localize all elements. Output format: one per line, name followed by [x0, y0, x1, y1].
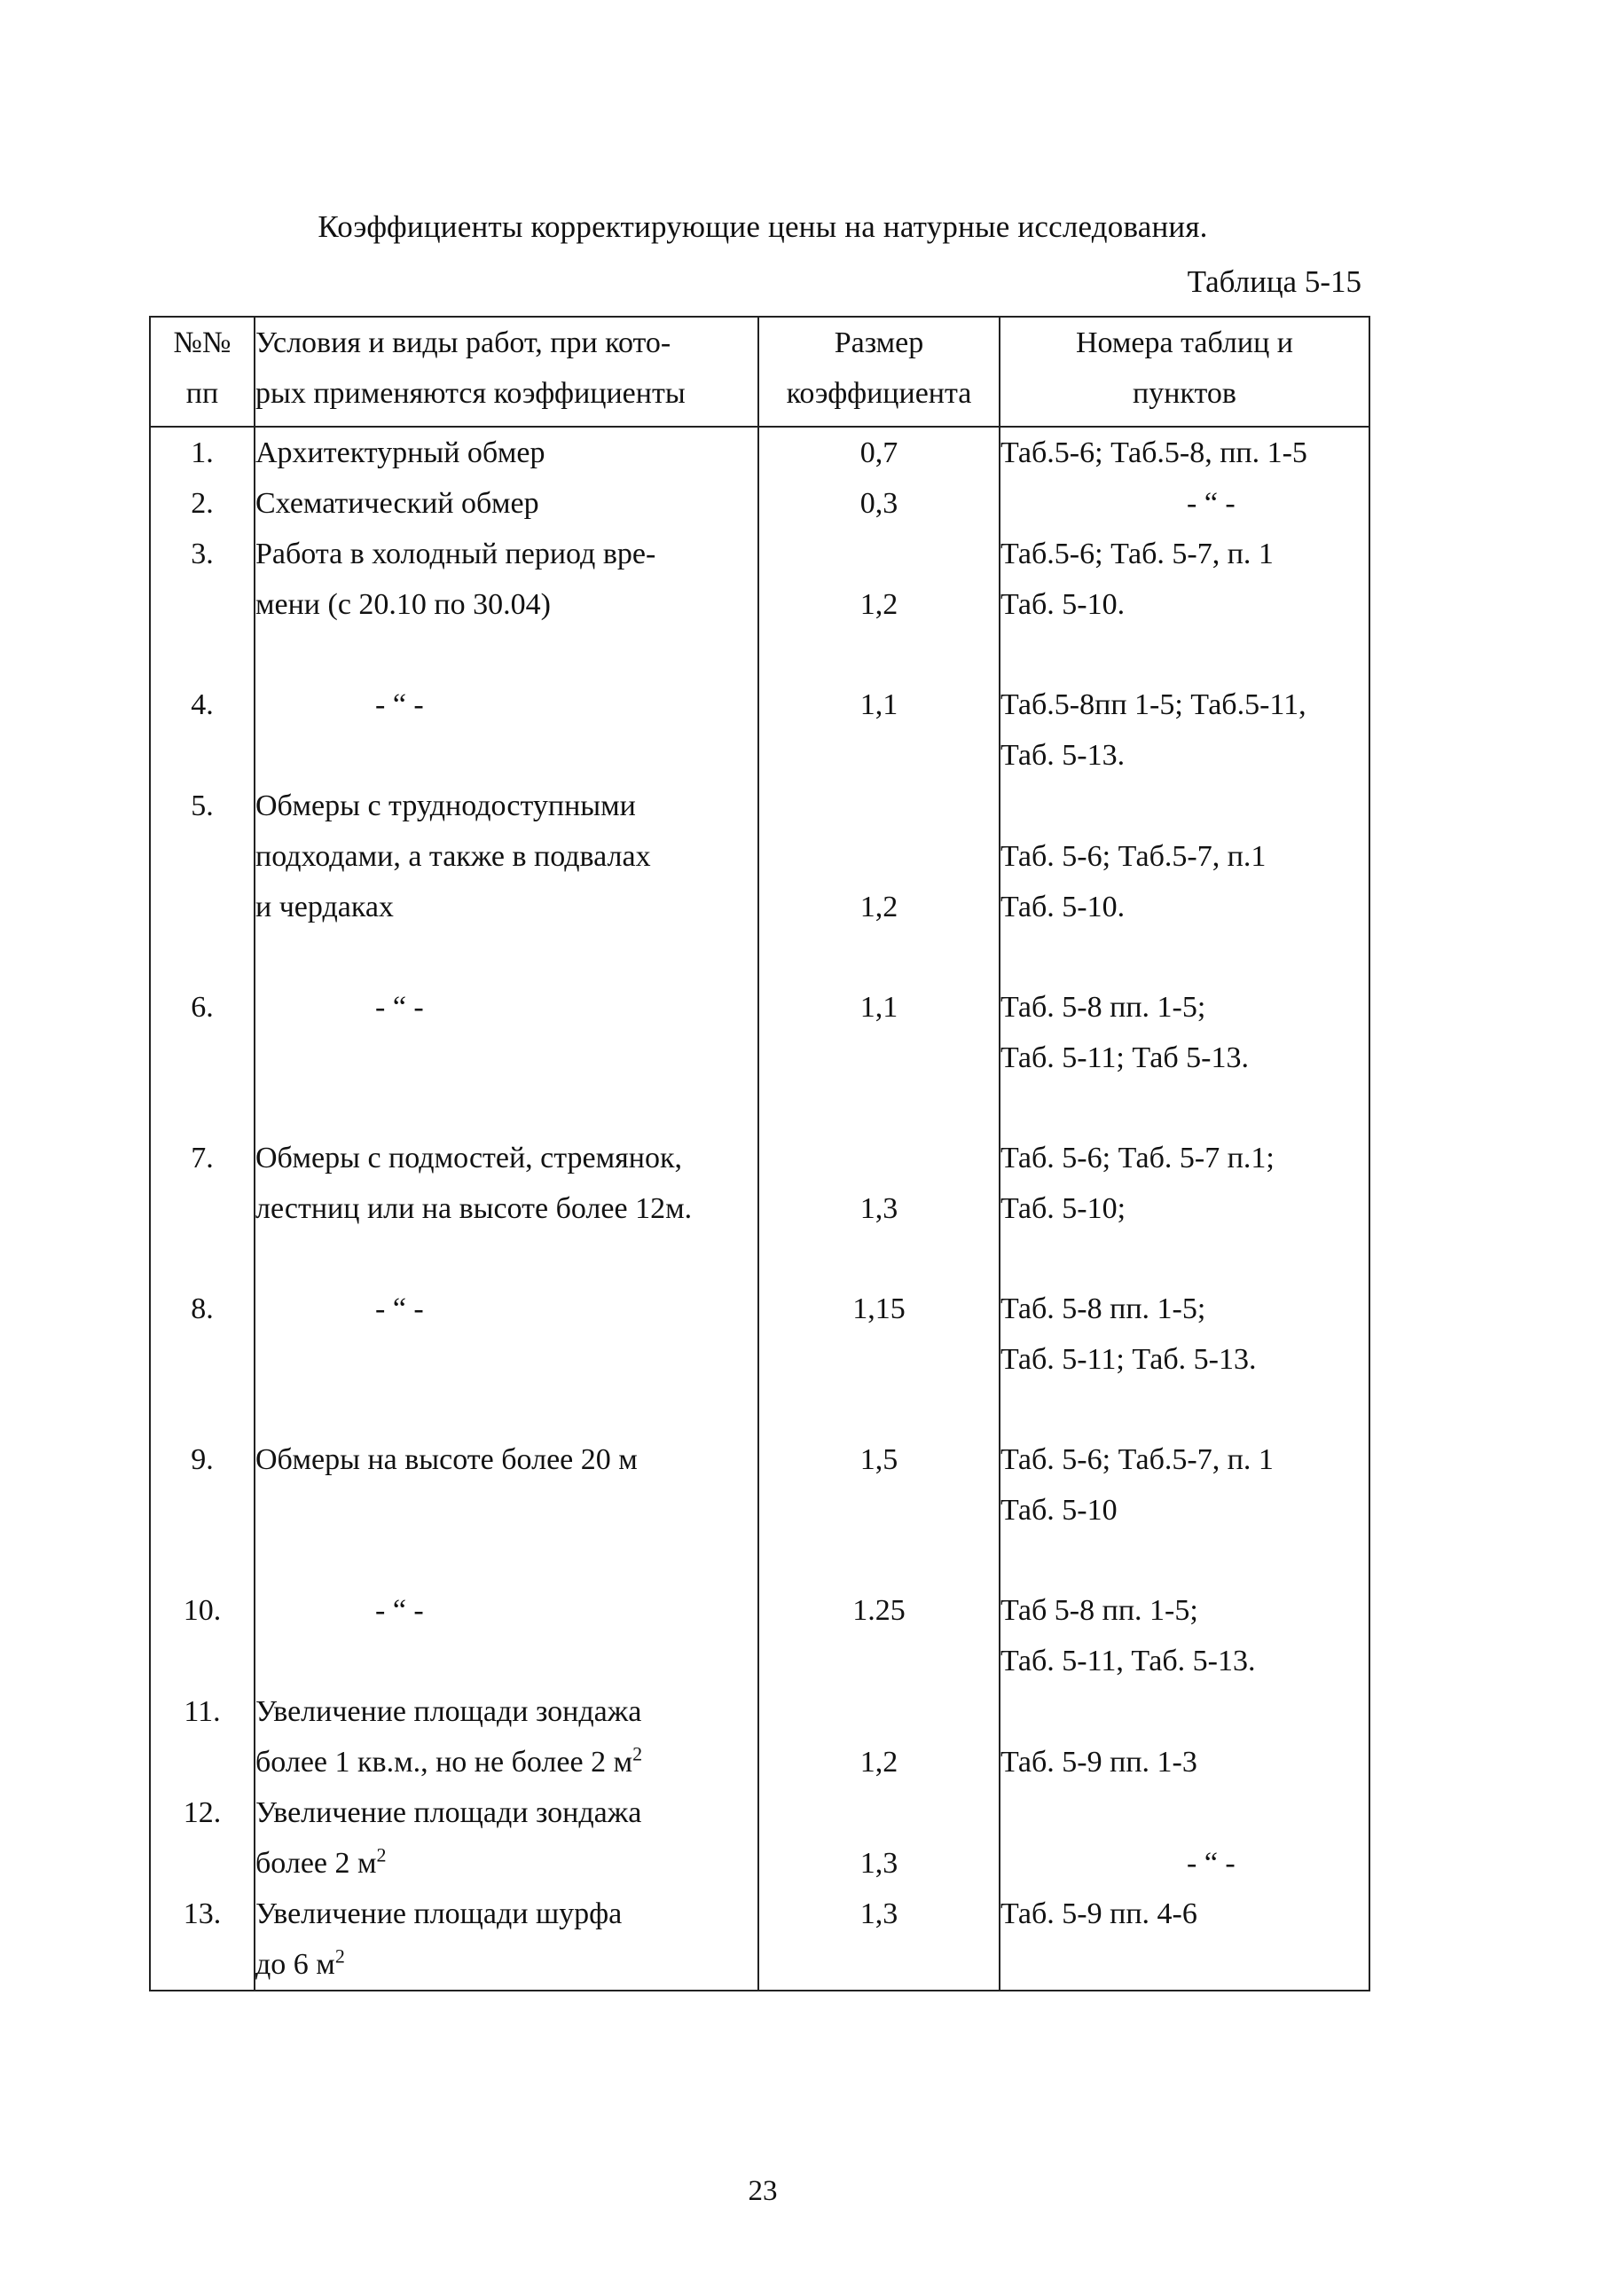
row-condition: Увеличение площади зондажа более 1 кв.м., но не более 2 $м^2$ [255, 1686, 758, 1787]
header-size [758, 317, 1000, 427]
row-number: 13. [150, 1889, 255, 1991]
table-row [150, 1284, 1369, 1434]
row-coefficient: 1,5 [758, 1434, 1000, 1585]
table-row [150, 982, 1369, 1133]
header-size-line-1: Размер [834, 326, 924, 359]
row-condition: Архитектурный обмер [255, 427, 758, 478]
table-row [150, 1133, 1369, 1284]
row-coefficient: 1,3 [758, 1889, 1000, 1991]
header-refs-line-1: Номера таблиц и [1076, 326, 1293, 359]
table-header-row [150, 317, 1369, 427]
row-number: 4. [150, 679, 255, 781]
row-condition: Обмеры на высоте более 20 м [255, 1434, 758, 1585]
row-references: Таб. 5-6; Таб.5-7, п.1 Таб. 5-10. [1000, 781, 1369, 982]
row-coefficient: 1,2 [758, 1686, 1000, 1787]
row-coefficient: 1,1 [758, 982, 1000, 1133]
row-references: Таб. 5-8 пп. 1-5; Таб. 5-11; Таб. 5-13. [1000, 1284, 1369, 1434]
table-row [150, 679, 1369, 781]
row-condition: - “ - [255, 679, 758, 781]
table-row [150, 1585, 1369, 1686]
row-number: 11. [150, 1686, 255, 1787]
row-coefficient: 1,15 [758, 1284, 1000, 1434]
row-number: 8. [150, 1284, 255, 1434]
row-references: Таб. 5-9 пп. 4-6 [1000, 1889, 1369, 1991]
row-references: Таб.5-6; Таб. 5-7, п. 1 Таб. 5-10. [1000, 529, 1369, 679]
row-references: Таб. 5-8 пп. 1-5; Таб. 5-11; Таб 5-13. [1000, 982, 1369, 1133]
row-number: 3. [150, 529, 255, 679]
row-condition: Увеличение площади зондажа более 2 $м^2$ [255, 1787, 758, 1889]
row-references: - “ - [1000, 1787, 1369, 1889]
row-condition: Схематический обмер [255, 478, 758, 529]
row-coefficient: 1,3 [758, 1787, 1000, 1889]
row-number: 10. [150, 1585, 255, 1686]
row-references: Таб. 5-6; Таб.5-7, п. 1 Таб. 5-10 [1000, 1434, 1369, 1585]
row-references: Таб.5-8пп 1-5; Таб.5-11, Таб. 5-13. [1000, 679, 1369, 781]
superscript: 2 [334, 1944, 345, 1968]
row-number: 1. [150, 427, 255, 478]
table-row [150, 529, 1369, 679]
table-heading: Коэффициенты корректирующие цены на натурные исследования. [318, 209, 1208, 244]
row-coefficient: 1,3 [758, 1133, 1000, 1284]
row-coefficient: 1,1 [758, 679, 1000, 781]
superscript: 2 [376, 1843, 387, 1866]
row-coefficient: 1,2 [758, 529, 1000, 679]
table-row [150, 1889, 1369, 1991]
row-coefficient: 1,2 [758, 781, 1000, 982]
table-row [150, 478, 1369, 529]
table-number-label: Таблица 5-15 [1187, 264, 1361, 299]
row-references: - “ - [1000, 478, 1369, 529]
table-row [150, 427, 1369, 478]
row-condition: - “ - [255, 1585, 758, 1686]
row-condition: Обмеры с труднодоступными подходами, а также в подвалах и чердаках [255, 781, 758, 982]
header-refs [1000, 317, 1369, 427]
header-num-line-2: пп [185, 377, 219, 410]
row-coefficient: 0,7 [758, 427, 1000, 478]
table-row [150, 1787, 1369, 1889]
row-references: Таб.5-6; Таб.5-8, пп. 1-5 [1000, 427, 1369, 478]
table-row [150, 1686, 1369, 1787]
row-references: Таб 5-8 пп. 1-5; Таб. 5-11, Таб. 5-13. [1000, 1585, 1369, 1686]
row-condition: Работа в холодный период вре- мени (с 20.10 по 30.04) [255, 529, 758, 679]
header-condition [255, 317, 758, 427]
row-condition: Увеличение площади шурфа до 6 $м^2$ [255, 1889, 758, 1991]
row-number: 6. [150, 982, 255, 1133]
superscript: 2 [632, 1742, 643, 1765]
table-row [150, 1434, 1369, 1585]
row-condition: - “ - [255, 982, 758, 1133]
row-references: Таб. 5-6; Таб. 5-7 п.1; Таб. 5-10; [1000, 1133, 1369, 1284]
row-references: Таб. 5-9 пп. 1-3 [1000, 1686, 1369, 1787]
header-condition-line-2: рых применяются коэффициенты [255, 377, 686, 410]
header-num-line-1: №№ [173, 326, 231, 359]
row-condition: Обмеры с подмостей, стремянок, лестниц или на высоте более 12м. [255, 1133, 758, 1284]
page-number: 23 [748, 2175, 778, 2207]
coefficients-table [149, 316, 1370, 1991]
header-condition-line-1: Условия и виды работ, при кото- [255, 326, 671, 359]
row-number: 9. [150, 1434, 255, 1585]
row-condition: - “ - [255, 1284, 758, 1434]
row-coefficient: 1.25 [758, 1585, 1000, 1686]
table-row [150, 781, 1369, 982]
row-number: 12. [150, 1787, 255, 1889]
header-size-line-2: коэффициента [786, 377, 972, 410]
header-num [150, 317, 255, 427]
row-number: 7. [150, 1133, 255, 1284]
row-coefficient: 0,3 [758, 478, 1000, 529]
row-number: 2. [150, 478, 255, 529]
row-number: 5. [150, 781, 255, 982]
header-refs-line-2: пунктов [1133, 377, 1236, 410]
